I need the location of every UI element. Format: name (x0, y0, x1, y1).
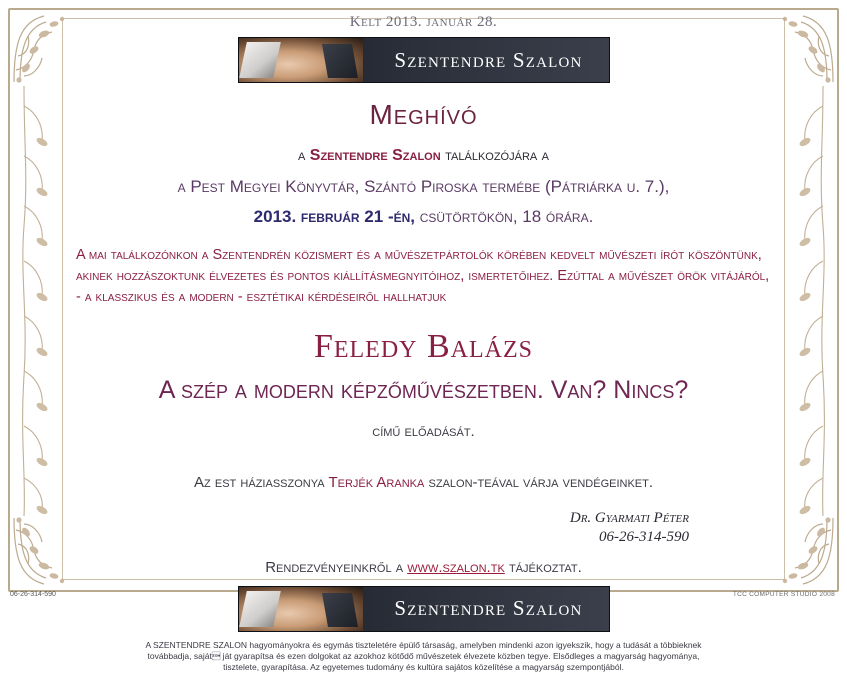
invite-org-name: Szentendre Szalon (309, 147, 441, 164)
handshake-image (239, 38, 363, 82)
hostess-prefix: Az est háziasszonya (193, 474, 329, 492)
footer-banner (238, 586, 610, 632)
invite-line (62, 147, 785, 165)
invite-line-prefix: a (297, 147, 310, 164)
signature-name: Dr. Gyarmati Péter (569, 510, 689, 527)
date-line: Kelt 2013. január 28. (349, 14, 498, 30)
shirt-cuff-shape (239, 42, 281, 78)
datetime-line (62, 207, 785, 227)
handshake-image (239, 587, 363, 631)
shirt-cuff-shape (239, 591, 281, 627)
document-id: 06-26-314-590 (10, 591, 56, 598)
intro-paragraph: A mai találkozónkon a Szentendrén közismert és a művészetpártolók körében kedvelt művészeti írót köszöntünk, akinek hozzászoktunk élvezetes és pontos kiállításmegnyitóihoz, ismertetőihez. Ezúttal a művészet örök vitájáról, - a klasszikus és a modern - esztétikai kérdéseiről hallhatjuk (76, 247, 770, 306)
page-title: Meghívó (369, 99, 478, 130)
vine-ornament-icon (14, 86, 60, 516)
speaker-name: Feledy Balázs (313, 328, 534, 366)
website-prefix: Rendezvényeinkről a (265, 558, 408, 576)
suit-sleeve-shape (322, 593, 358, 627)
signature-phone: 06-26-314-590 (599, 528, 689, 545)
hostess-suffix: szalon-teával várja vendégeinket. (424, 474, 654, 492)
hostess-name: Terjék Aranka (328, 474, 425, 492)
lecture-suffix: című előadását. (372, 423, 475, 441)
website-link[interactable]: www.szalon.tk (407, 558, 505, 576)
studio-credit: TCC COMPUTER STUDIO 2008 (732, 591, 835, 598)
event-date: 2013. február 21 -én, (253, 207, 415, 226)
banner-title: Szentendre Szalon (394, 596, 583, 621)
fineprint-text: A SZENTENDRE SZALON hagyományokra és egymás tiszteletére épülő társaság, amelyben mindenki azon igyekszik, hogy a tudását a többieknek továbbadja, saját ját gyarapítsa és ezen dolgokat az azokhoz kötődő művészetek élvezete közben tegye. Elsődleges a magyarság hagyománya, tisztelete, gyarapítása. Az egyetemes tudomány és kultúra sajátos közelítése a magyarság szempontjából. (145, 639, 702, 673)
signature-block (62, 509, 689, 547)
vine-ornament-icon (787, 86, 833, 516)
lecture-topic: A szép a modern képzőművészetben. Van? Nincs? (158, 376, 689, 405)
venue-line: a Pest Megyei Könyvtár, Szántó Piroska termébe (Pátriárka u. 7.), (177, 177, 670, 196)
hostess-line (62, 474, 785, 491)
header-banner (238, 37, 610, 83)
suit-sleeve-shape (322, 44, 358, 78)
event-time: csütörtökön, 18 órára. (415, 207, 594, 226)
website-suffix: tájékoztat. (504, 558, 582, 576)
invite-line-suffix: találkozójára a (440, 147, 550, 164)
banner-title: Szentendre Szalon (394, 47, 583, 72)
website-line (62, 559, 785, 576)
